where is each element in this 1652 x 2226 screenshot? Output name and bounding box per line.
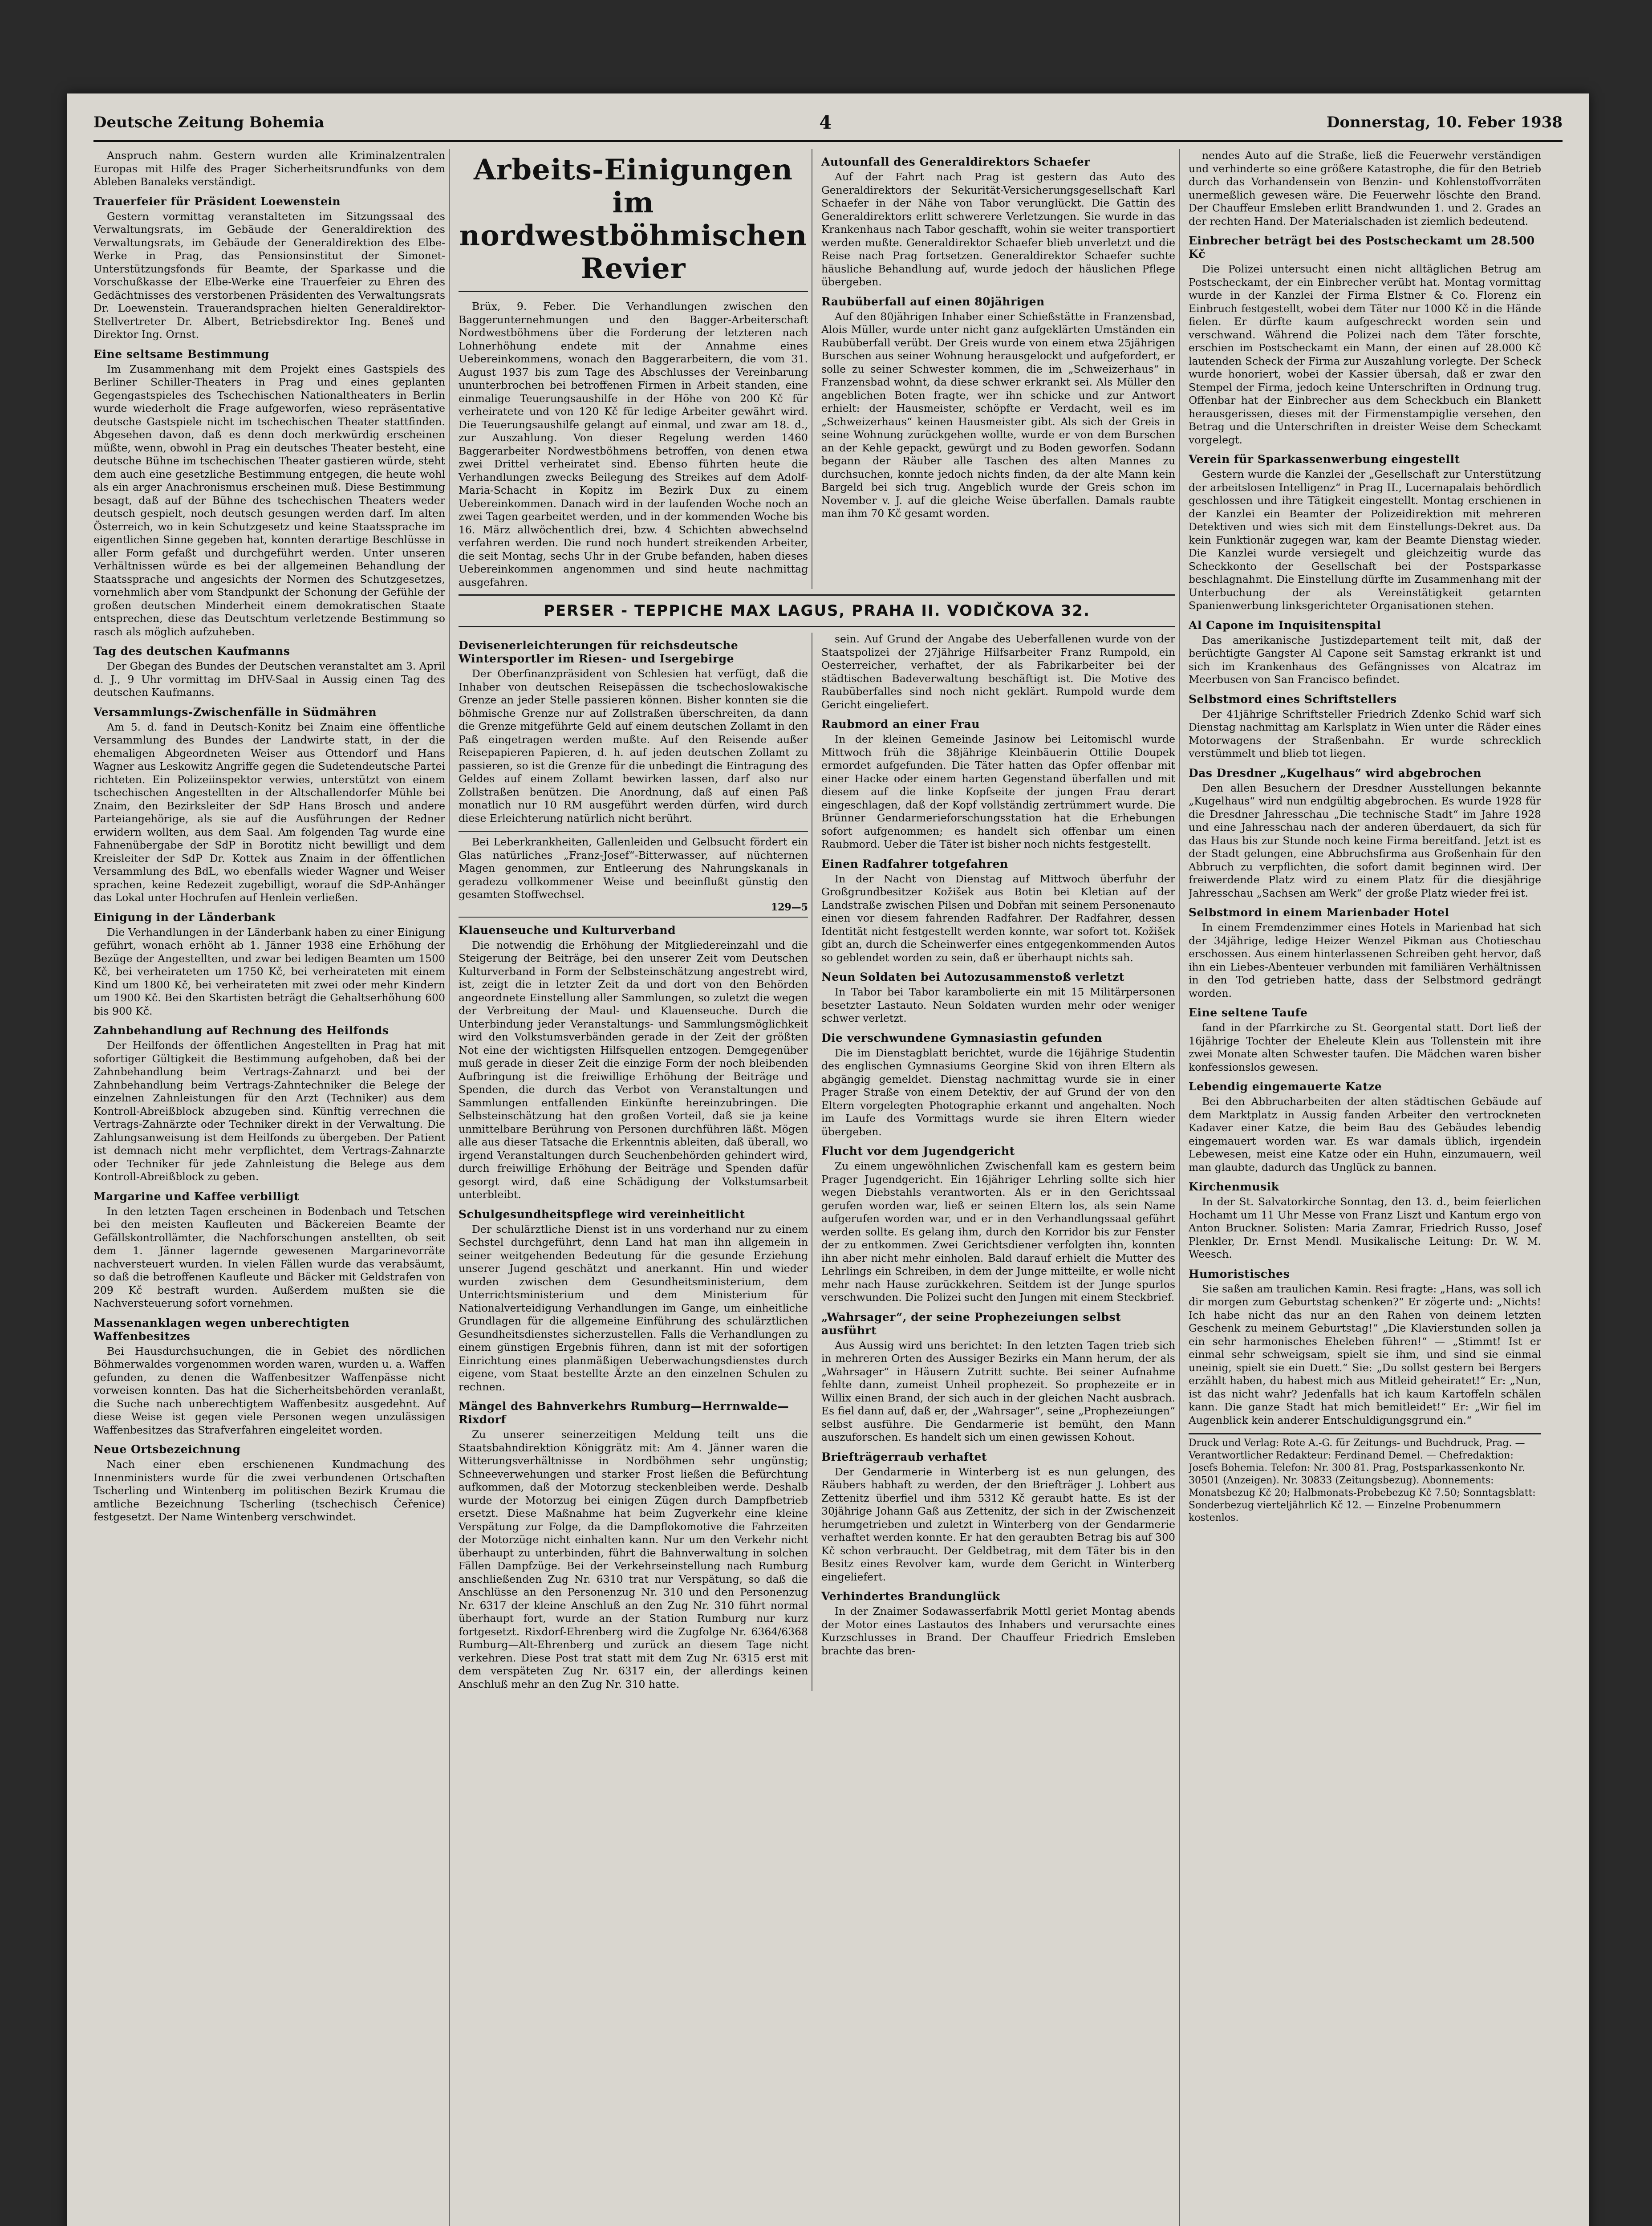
article-heading: Selbstmord eines Schriftstellers [1189, 692, 1397, 706]
article-body: Sie saßen am traulichen Kamin. Resi fragte: „Hans, was soll ich dir morgen zum Geburtstag schenken?“ Er zögerte und: „Nichts! Ich habe nicht das nur an den Rahen von deinem letzten Geschenk zu meinem Geburtstag!“ „Die Klavierstunden sollen ja ein sehr harmonisches Eheleben führen!“ — „Stimmt! Ist er einmal sehr schweigsam, spielt sie ihm, und sind sie einmal uneinig, spielt sie ein Duett.“ Sie: „Du sollst gestern bei Bergers erzählt haben, du habest mich aus Mitleid geheiratet!“ Er: „Nun, ist das nicht wahr? Jedenfalls hat ich kaum Kartoffeln schälen kann. Die ganze Stadt hat mich bemitleidet!“ Er: „Wir fiel im Augenblick kein anderer Entschuldigungsgrund ein.“ [1189, 1282, 1541, 1426]
article-body: In der Znaimer Sodawasserfabrik Mottl geriet Montag abends der Motor eines Lastautos des Inhabers und verursachte eines Kurzschlusses in Brand. Der Chauffeur Friedrich Emsleben brachte das bren- [821, 1605, 1175, 1657]
article-body: Bei Hausdurchsuchungen, die in Gebiet des nördlichen Böhmerwaldes vorgenommen worden waren, wurden u. a. Waffen gefunden, zu denen die Waffenbesitzer Waffenpässe nicht vorweisen konnten. Das hat die Sicherheitsbehörden veranlaßt, die Suche nach unberechtigtem Waffenbesitz ausgedehnt. Auf diese Weise ist gegen viele Personen wegen unzulässigen Waffenbesitzes das Strafverfahren eingeleitet worden. [93, 1345, 445, 1436]
article [821, 155, 1175, 289]
article-body: Die im Dienstagblatt berichtet, wurde die 16jährige Studentin des englischen Gymnasiums Georgine Skid von ihren Eltern als abgängig gemeldet. Dienstag nachmittag wurde sie in einer Prager Straße von einem Detektiv, der auf Grund der von den Eltern vorgelegten Photographie erkannt und angehalten. Noch im Laufe des Vormittags wurde sie ihren Eltern wieder übergeben. [821, 1046, 1175, 1138]
carpet-advertisement: PERSER - TEPPICHE MAX LAGUS, PRAHA II. VODIČKOVA 32. [459, 594, 1175, 627]
column-1 [93, 149, 450, 2226]
article [1189, 1267, 1541, 1427]
article-heading: Neue Ortsbezeichnung [93, 1443, 241, 1456]
article-body: Der schulärztliche Dienst ist in uns vorderhand nur zu einem Sechstel durchgeführt, denn Land hat man ihn allgemein in seiner weitgehenden Bedeutung für die gesunde Erziehung unserer Jugend geschätzt und anerkannt. Hin und wieder wurden zwischen dem Gesundheitsministerium, dem Unterrichtsministerium und dem Ministerium für Nationalverteidigung Verhandlungen im Gange, um einheitliche Grundlagen für die allgemeine Einführung des schulärztlichen Gesundheitsdienstes sicherzustellen. Falls die Verhandlungen zu einem günstigen Ergebnis führen, dann ist mit der sofortigen Einrichtung eines planmäßigen Ueberwachungsdienstes durch eigene, vom Staat bestellte Ärzte an den einzelnen Schulen zu rechnen. [459, 1223, 808, 1393]
article-heading: Tag des deutschen Kaufmanns [93, 645, 290, 658]
article-body: Der Oberfinanzpräsident von Schlesien hat verfügt, daß die Inhaber von deutschen Reisepässen die tschechoslowakische Grenze an jeder Stelle passieren können. Bisher konnten sie die böhmische Grenze nur auf Zollstraßen überschreiten, da dann die Grenze mitgeführte Geld auf einem deutschen Zollamt in den Paß eingetragen werden mußte. Auf den Reisende außer Reisepapieren Papieren, d. h. auf jeden deutschen Zollamt zu passieren, so ist die Grenze für die unbedingt die Eintragung des Geldes auf einem Zollamt bewirken lassen, darf also nur Zollstraßen benützen. Die Anordnung, daß auf einen Paß monatlich nur 10 RM ausgeführt werden dürfen, wird durch diese Erleichterung natürlich nicht berührt. [459, 667, 808, 825]
article-body: Der Gendarmerie in Winterberg ist es nun gelungen, des Räubers habhaft zu werden, der den Briefträger J. Lohbert aus Zettenitz überfiel und ihm 5312 Kč geraubt hatte. Es ist der 30jährige Johann Gaß aus Zettenitz, der sich in der Zwischenzeit herumgetrieben und zuletzt in Winterberg von der Gendarmerie verhaftet werden konnte. Er hat den geraubten Betrag bis auf 300 Kč schon verbraucht. Der Geldbetrag, mit dem Täter bis in den Besitz eines Revolver kam, wurde dem Gericht in Winterberg eingeliefert. [821, 1465, 1175, 1583]
article-heading: Flucht vor dem Jugendgericht [821, 1145, 1015, 1158]
article [459, 639, 808, 825]
article-body: Die notwendig die Erhöhung der Mitgliedereinzahl und die Steigerung der Beiträge, bei den unserer Zeit vom Deutschen Kulturverband in Form der Selbsteinschätzung angestrebt wird, ist, zeigt die in letzter Zeit da und dort von den Behörden angeordnete Einstellung aller Sammlungen, so zuletzt die wegen der Verbreitung der Maul- und Klauenseuche. Durch die Unterbindung jeder Veranstaltungs- und Sammlungsmöglichkeit wird den Volkstumsverbänden gerade in der Zeit der größten Not eine der wichtigsten Hilfsquellen entzogen. Demgegenüber muß gerade in dieser Zeit die einzige Form der noch bleibenden Aufbringung ist die freiwillige Erhöhung der Beiträge und Spenden, die durch das Verbot von Veranstaltungen und Sammlungen entfallenden Einkünfte hereinzubringen. Die Selbsteinschätzung hat den großen Vorteil, daß sie ja keine unmittelbare Berührung von Personen durchführen läßt. Mögen alle aus dieser Tatsache die Erkenntnis ableiten, daß überall, wo irgend Veranstaltungen durch Seuchenbehörden gehindert wird, durch freiwillige Erhöhung der Beiträge und Spenden dafür gesorgt wird, daß eine Schädigung der Volkstumsarbeit unterbleibt. [459, 938, 808, 1201]
issue-date: Donnerstag, 10. Feber 1938 [1326, 114, 1563, 131]
article-body: Anspruch nahm. Gestern wurden alle Kriminalzentralen Europas mit Hilfe des Prager Sicherheitsrundfunks von dem Ableben Banaleks verständigt. [93, 149, 445, 188]
article-body: In den letzten Tagen erscheinen in Bodenbach und Tetschen bei den meisten Kaufleuten und Bäckereien Beamte der Gefällskontrollämter, die Nachforschungen anstellten, ob seit dem 1. Jänner lagernde gewesenen Margarinevorräte nachversteuert wurden. In vielen Fällen wurde das verabsäumt, so daß die betroffenen Kaufleute und Bäcker mit Geldstrafen von 209 Kč bestraft wurden. Außerdem mußten sie die Nachversteuerung sofort vornehmen. [93, 1205, 445, 1309]
article-body: Aus Aussig wird uns berichtet: In den letzten Tagen trieb sich in mehreren Orten des Aussiger Bezirks ein Mann herum, der als „Wahrsager“ in Häusern Zutritt suchte. Bei seiner Aufnahme fehlte dann, zumeist Unheil prophezeit. So prophezeite er in Willix einen Brand, der sich auch in der gleichen Nacht ausbrach. Es fiel dann auf, daß er, der „Wahrsager“, seine „Prophezeiungen“ selbst ausführe. Die Gendarmerie ist bemüht, den Mann auszuforschen. Es handelt sich um einen gewissen Kohout. [821, 1339, 1175, 1443]
article-heading: Raubüberfall auf einen 80jährigen [821, 295, 1045, 308]
article-heading: Verein für Sparkassenwerbung eingestellt [1189, 453, 1460, 466]
article [1189, 234, 1541, 447]
article [1189, 1180, 1541, 1261]
page-number: 4 [819, 112, 832, 133]
article [93, 645, 445, 699]
article-body: Am 5. d. fand in Deutsch-Konitz bei Znaim eine öffentliche Versammlung des Bundes der Landwirte statt, in der die ehemaligen Abgeordneten Weiser aus Ottendorf und Hans Wagner aus Leskowitz Angriffe gegen die Sudetendeutsche Partei richteten. Ein Polizeiinspektor verwies, unterstützt von einem tschechischen Angestellten in der Altschallendorfer Mühle bei Znaim, den Bezirksleiter der SdP Hans Brosch und andere Parteiangehörige, als sie auf die Ausführungen der Redner erwidern wollten, aus dem Saal. Am folgenden Tag wurde eine Fahnenübergabe der SdP in Borotitz nicht bewilligt und dem Kreisleiter der SdP Dr. Kottek aus Znaim in der öffentlichen Versammlung des BdL, wo ebenfalls wieder Wagner und Weiser sprachen, keine Redezeit zugebilligt, worauf die SdP-Anhänger das Lokal unter Hochrufen auf Henlein verließen. [93, 720, 445, 904]
article [821, 718, 1175, 851]
top-right-section [821, 149, 1175, 589]
article-heading: Verhindertes Brandunglück [821, 1590, 1000, 1603]
article-body: In der kleinen Gemeinde Jasinow bei Leitomischl wurde Mittwoch früh die 38jährige Kleinbäuerin Ottilie Doupek ermordet aufgefunden. Die Täter hatten das Opfer offenbar mit einer Hacke oder einem harten Gegenstand überfallen und mit diesem auf die linke Kopfseite der jungen Frau derart eingeschlagen, daß der Kopf vollständig zertrümmert wurde. Die Brünner Gendarmerieforschungsstation hat die Erhebungen sofort aufgenommen; es handelt sich offenbar um einen Raubmord. Ueber die Täter ist bisher noch nichts festgestellt. [821, 733, 1175, 850]
article [821, 1032, 1175, 1139]
advertisement-block [459, 831, 808, 918]
article-heading: Zahnbehandlung auf Rechnung des Heilfonds [93, 1024, 389, 1037]
article-heading: Einen Radfahrer totgefahren [821, 857, 1008, 870]
article-body: Die Verhandlungen in der Länderbank haben zu einer Einigung geführt, wonach erhöht ab 1. Jänner 1938 eine Erhöhung der Bezüge der Angestellten, und zwar bei ledigen Beamten um 1500 Kč, bei verheirateten um 1750 Kč, bei verheirateten mit einem Kind um 1800 Kč, bei verheirateten mit zwei oder mehr Kindern um 1900 Kč. Bei den Skartisten beträgt die Gehaltserhöhung 600 bis 900 Kč. [93, 926, 445, 1017]
article [1189, 1006, 1541, 1074]
article-heading: Einbrecher beträgt bei des Postscheckamt um 28.500 Kč [1189, 234, 1535, 260]
article-body: Auf der Fahrt nach Prag ist gestern das Auto des Generaldirektors der Sekurität-Versicherungsgesellschaft Karl Schaefer in der Nähe von Tabor verunglückt. Die Gattin des Generaldirektors erlitt schwerere Verletzungen. Sie wurde in das Krankenhaus nach Tabor geschafft, wohin sie weiter transportiert werden mußte. Generaldirektor Schaefer blieb unverletzt und die Reise nach Prag fortsetzen. Generaldirektor Schaefer suchte häusliche Behandlung auf, wurde jedoch der häuslichen Pflege übergeben. [821, 171, 1175, 288]
article-heading: Neun Soldaten bei Autozusammenstoß verletzt [821, 971, 1124, 983]
article-body: sein. Auf Grund der Angabe des Ueberfallenen wurde von der Staatspolizei der 27jährige Hilfsarbeiter Franz Rumpold, ein Oesterreicher, verhaftet, der als Fabrikarbeiter bei der städtischen Badeverwaltung beschäftigt ist. Die Motive des Raubüberfalles sind noch nicht geklärt. Rumpold wurde dem Gericht eingeliefert. [821, 633, 1175, 711]
article-heading: Kirchenmusik [1189, 1180, 1279, 1193]
article-heading: Die verschwundene Gymnasiastin gefunden [821, 1031, 1102, 1044]
bottom-left-section [459, 633, 812, 1691]
article [93, 149, 445, 189]
article-heading: Devisenerleichterungen für reichsdeutsche Wintersportler im Riesen- und Isergebirge [459, 639, 739, 665]
article-body: In Tabor bei Tabor karambolierte ein mit 15 Militärpersonen besetzter Lastauto. Neun Soldaten wurden mehr oder weniger schwer verletzt. [821, 986, 1175, 1024]
article-body: Der 41jährige Schriftsteller Friedrich Zdenko Schid warf sich Dienstag nachmittag am Karlsplatz in Wien unter die Räder eines Motorwagens der Straßenbahn. Er wurde schrecklich verstümmelt und blieb tot liegen. [1189, 707, 1541, 760]
top-left-section [459, 149, 812, 589]
article-body: nendes Auto auf die Straße, ließ die Feuerwehr verständigen und verhinderte so eine größere Katastrophe, die für den Betrieb durch das Vorhandensein von Benzin- und Kohlenstoffvorräten unermeßlich gewesen wäre. Die Feuerwehr löschte den Brand. Der Chauffeur Emsleben erlitt Brandwunden 1. und 2. Grades an der rechten Hand. Der Materialschaden ist ziemlich bedeutend. [1189, 149, 1541, 227]
top-section [459, 149, 1175, 589]
article [821, 971, 1175, 1025]
article-heading: Trauerfeier für Präsident Loewenstein [93, 195, 341, 208]
article [93, 706, 445, 905]
article-body: fand in der Pfarrkirche zu St. Georgental statt. Dort ließ der 16jährige Tochter der Eheleute Klein aus Tollenstein mit ihre zwei Monate alten Schwester taufen. Die Mädchen waren bisher konfessionslos gewesen. [1189, 1021, 1541, 1073]
article [1189, 693, 1541, 760]
article [93, 1316, 445, 1437]
article-body: Gestern vormittag veranstalteten im Sitzungssaal des Verwaltungsrats, im Gebäude der Generaldirektion des Verwaltungsrats, im Gebäude der Generaldirektion des Elbe-Werke in Prag, das Pensionsinstitut der Simonet-Unterstützungsfonds für Beamte, der Sparkasse und die Vorschußkasse der Elbe-Werke eine Trauerfeier zu Ehren des Gedächtnisses des verstorbenen Präsidenten des Verwaltungsrats Dr. Loewenstein. Trauerandsprachen hielten Generaldirektor-Stellvertreter Dr. Albert, Betriebsdirektor Ing. Beneš und Direktor Ing. Ornst. [93, 210, 445, 341]
article-body: In der Nacht von Dienstag auf Mittwoch überfuhr der Großgrundbesitzer Kožišek aus Botin bei Kletian auf der Landstraße zwischen Pilsen und Dobřan mit seinem Personenauto einen vor diesem fahrenden Radfahrer. Der Radfahrer, dessen Identität nicht festgestellt werden konnte, war sofort tot. Kožišek gibt an, durch die Scheinwerfer eines entgegenkommenden Autos so geblendet worden zu sein, daß er überhaupt nichts sah. [821, 872, 1175, 964]
article-heading: Margarine und Kaffee verbilligt [93, 1190, 300, 1203]
article [1189, 767, 1541, 900]
article-body: Das amerikanische Justizdepartement teilt mit, daß der berüchtigte Gangster Al Capone seit Samstag erkrankt ist und sich im Krankenhaus des Gefängnisses von Alcatraz im Meerbusen von San Francisco befindet. [1189, 634, 1541, 686]
article-heading: Eine seltsame Bestimmung [93, 347, 269, 361]
main-headline: Arbeits-Einigungen im nordwestböhmischen Revier [459, 154, 808, 292]
article [821, 1311, 1175, 1444]
article-body: Im Zusammenhang mit dem Projekt eines Gastspiels des Berliner Schiller-Theaters in Prag und eines geplanten Gegengastspieles des Tschechischen Nationaltheaters in Berlin wurde wiederholt die Frage aufgeworfen, wieso repräsentative deutsche Gastspiele nicht im tschechischen Theater stattfinden. Abgesehen davon, daß es denn doch merkwürdig erscheinen müßte, wenn, obwohl in Prag ein deutsches Theater besteht, eine deutsche Bühne im tschechischen Theater gastieren würde, steht dem auch eine gesetzliche Bestimmung entgegen, die heute wohl als ein arger Anachronismus erscheinen muß. Diese Bestimmung besagt, daß auf der Bühne des tschechischen Theaters weder deutsch gespielt, noch deutsch gesungen werden darf. Im alten Österreich, wo in kein Schutzgesetz und keine Staatssprache im eigentlichen Sinne gegeben hat, konnten derartige Beschlüsse in aller Form gefaßt und durchgeführt werden. Unter unseren Verhältnissen würde es bei der allgemeinen Behandlung der Staatssprache und angesichts der Normen des Schutzgesetzes, vornehmlich aber vom Standpunkt der Schonung der Gefühle der großen deutschen Minderheit einem demokratischen Staate entsprechen, diese das Deutschtum verletzende Bestimmung so rasch als möglich aufzuheben. [93, 362, 445, 638]
article-body: Den allen Besuchern der Dresdner Ausstellungen bekannte „Kugelhaus“ wird nun endgültig abgebrochen. Es wurde 1928 für die Dresdner Jahresschau „Die technische Stadt“ im Jahre 1928 und eine Jahresschau nach der anderen überdauert, da sich für das Haus bis zur Stunde noch keine Firma bereitfand. Jetzt ist es der Stadt gelungen, eine Abbruchsfirma aus Großenhain für den Abbruch zu verpflichten, die sofort damit beginnen wird. Der freiwerdende Platz wird zu einem Platz für die diesjährige Jahresschau „Sachsen am Werk“ der große Platz wieder frei ist. [1189, 781, 1541, 899]
article-body: Bei den Abbrucharbeiten der alten städtischen Gebäude auf dem Marktplatz in Aussig fanden Arbeiter den vertrockneten Kadaver einer Katze, die beim Bau des Gebäudes lebendig eingemauert worden war. Es war damals üblich, irgendein Lebewesen, meist eine Katze oder ein Huhn, einzumauern, weil man glaubte, dadurch das Unglück zu bannen. [1189, 1095, 1541, 1174]
article [93, 1190, 445, 1310]
article-heading: Einigung in der Länderbank [93, 910, 276, 924]
column-2-3 [459, 149, 1180, 2226]
article-body: Die Polizei untersucht einen nicht alltäglichen Betrug am Postscheckamt, der ein Einbrecher verübt hat. Montag vormittag wurde in der Kanzlei der Firma Elstner & Co. Florenz ein Einbruch festgestellt, wobei dem Täter nur 1000 Kč in die Hände fielen. Er dürfte kaum aufgeschreckt worden sein und verschwand. Während die Polizei nach dem Täter forschte, erschien im Postscheckamt ein Mann, der einen auf 28.000 Kč lautenden Scheck der Firma zur Auszahlung vorlegte. Der Scheck wurde honoriert, wobei der Kassier übersah, daß er zwar den Stempel der Firma, jedoch keine Unterschriften in Ordnung trug. Offenbar hat der Einbrecher aus dem Scheckbuch ein Blankett herausgerissen, dieses mit der Firmenstampiglie versehen, den Betrag und die Unterschriften in dreister Weise dem Scheckamt vorgelegt. [1189, 263, 1541, 446]
masthead [93, 105, 1563, 142]
ad-code: 129—5 [771, 901, 808, 913]
article-heading: Al Capone im Inquisitenspital [1189, 618, 1381, 632]
article [1189, 619, 1541, 686]
article-heading: Raubmord an einer Frau [821, 718, 980, 731]
article [821, 1145, 1175, 1304]
article-body: Der Gbegan des Bundes der Deutschen veranstaltet am 3. April d. J., 9 Uhr vormittag im DHV-Saal in Aussig einen Tag des deutschen Kaufmanns. [93, 660, 445, 699]
article-body: Auf den 80jährigen Inhaber einer Schießstätte in Franzensbad, Alois Müller, wurde unter nicht ganz aufgeklärten Umständen ein Raubüberfall verübt. Der Greis wurde von einem etwa 25jährigen Burschen aus seiner Wohnung herausgelockt und aufgefordert, er solle zu seiner Schwester kommen, die im „Schweizerhaus“ in Franzensbad wohnt, da diese schwer erkrankt sei. Als Müller den angeblichen Boten fragte, wer ihn schicke und zur Antwort erhielt: der Hausmeister, schöpfte er Verdacht, weil es im „Schweizerhaus“ keinen Hausmeister gibt. Als sich der Greis in seine Wohnung zurückgehen wollte, wurde er von dem Burschen an der Kehle gepackt, gewürgt und zu Boden geworfen. Sodann begann der Räuber alle Taschen des alten Mannes zu durchsuchen, konnte jedoch nichts finden, da der alte Mann kein Bargeld bei sich trug. Angeblich wurde der Greis schon im November v. J. auf die gleiche Weise überfallen. Damals raubte man ihm 70 Kč gesamt worden. [821, 310, 1175, 520]
article [1189, 906, 1541, 1000]
imprint: Druck und Verlag: Rote A.-G. für Zeitungs- und Buchdruck, Prag. — Verantwortlicher Redakteur: Ferdinand Demel. — Chefredaktion: Josefs Bohemia. Telefon: Nr. 300 81. Prag, Postsparkassenkonto Nr. 30501 (Anzeigen). Nr. 30833 (Zeitungsbezug). Abonnements: Monatsbezug Kč 20; Halbmonats-Probebezug Kč 7.50; Sonntagsblatt: Sonderbezug vierteljährlich Kč 12. — Einzelne Probenummern kostenlos. [1189, 1433, 1541, 1524]
article [459, 924, 808, 1202]
article-heading: Schulgesundheitspflege wird vereinheitlicht [459, 1207, 745, 1221]
article-heading: Briefträgerraub verhaftet [821, 1450, 987, 1463]
bottom-right-section [821, 633, 1175, 1691]
article [1189, 149, 1541, 228]
article-heading: Versammlungs-Zwischenfälle in Südmähren [93, 705, 377, 719]
article-heading: Mängel des Bahnverkehrs Rumburg—Herrnwalde—Rixdorf [459, 1400, 789, 1426]
article-body: Zu unserer seinerzeitigen Meldung teilt uns die Staatsbahndirektion Königgrätz mit: Am 4. Jänner waren die Witterungsverhältnisse in Nordböhmen sehr ungünstig; Schneeverwehungen und starker Frost ließen die Befürchtung aufkommen, daß der Motorzug steckenbleiben werde. Deshalb wurde der Motorzug bei einigen Zügen durch Dampfbetrieb ersetzt. Diese Maßnahme hat beim Zugverkehr eine kleine Verspätung zur Folge, da die Dampflokomotive die Fahrzeiten der Motorzüge nicht einhalten kann. Nur um den Verkehr nicht überhaupt zu unterbinden, führt die Bahnverwaltung in solchen Fällen Dampfzüge. Bei der Verkehrseinstellung nach Rumburg anschließenden Zug Nr. 6310 trat nur Verspätung, so daß die Anschlüsse an den Personenzug Nr. 310 und den Personenzug Nr. 6317 der kleine Anschluß an den Zug Nr. 310 führt normal überhaupt fort, wurde an der Station Rumburg nur kurz fortgesetzt. Rixdorf-Ehrenberg wird die Zugfolge Nr. 6364/6368 Rumburg—Alt-Ehrenberg und zurück an diesem Tage nicht verkehren. Diese Post trat statt mit dem Zug Nr. 6315 erst mit dem verspäteten Zug Nr. 6317 ein, der allerdings keinen Anschluß mehr an den Zug Nr. 310 hatte. [459, 1428, 808, 1690]
article [821, 633, 1175, 711]
article-body: Gestern wurde die Kanzlei der „Gesellschaft zur Unterstützung der arbeitslosen Intelligenz“ in Prag II., Lucernapalais behördlich geschlossen und ihre Tätigkeit eingestellt. Montag erschienen in der Kanzlei ein Beamter der Polizeidirektion mit mehreren Detektiven und wies sich mit dem Einstellungs-Dekret aus. Da kein Funktionär zugegen war, kam der Beamte Dienstag wieder. Die Kanzlei wurde versiegelt und gleichzeitig wurde das Scheckkonto der Gesellschaft bei der Postsparkasse beschlagnahmt. Die Einstellung dürfte im Zusammenhang mit der Unterbuchung der als Vereinstätigkeit getarnten Spanienwerbung linksgerichteter Organisationen stehen. [1189, 468, 1541, 612]
article [459, 1400, 808, 1691]
newspaper-page [67, 93, 1589, 2226]
article [821, 857, 1175, 965]
bottom-section [459, 633, 1175, 1691]
article [1189, 1080, 1541, 1174]
article [821, 1590, 1175, 1657]
column-4 [1189, 149, 1545, 2226]
columns [93, 149, 1563, 2226]
article [459, 1208, 808, 1394]
main-article-body: Brüx, 9. Feber. Die Verhandlungen zwischen den Baggerunternehmungen und den Bagger-Arbeiterschaft Nordwestböhmens über die Forderung der letzteren nach Lohnerhöhung endete mit der Annahme eines Uebereinkommens, wonach den Baggerarbeitern, die vom 31. August 1937 bis zum Tage des Abschlusses der Vereinbarung ununterbrochen bei betroffenen Firmen in Arbeit standen, eine einmalige Teuerungsaushilfe in der Höhe von 200 Kč für verheiratete und von 120 Kč für ledige Arbeiter gewährt wird. Die Teuerungsaushilfe gelangt auf einmal, und zwar am 18. d., zur Auszahlung. Von dieser Regelung werden 1460 Baggerarbeiter Nordwestböhmens betroffen, von denen etwa zwei Drittel verheiratet sind. Ebenso führten heute die Verhandlungen zwecks Beilegung des Streikes auf dem Adolf-Maria-Schacht in Kopitz im Bezirk Dux zu einem Uebereinkommen. Danach wird in der laufenden Woche noch an zwei Tagen gearbeitet werden, und in der kommenden Woche bis 16. März allwöchentlich drei, bzw. 4 Schichten abwechselnd verfahren werden. Die rund noch hundert streikenden Arbeiter, die seit Montag, sechs Uhr in der Grube befanden, haben dieses Uebereinkommen angenommen und sind heute nachmittag ausgefahren. [459, 300, 808, 589]
article-heading: Lebendig eingemauerte Katze [1189, 1080, 1382, 1093]
article-heading: Humoristisches [1189, 1267, 1290, 1280]
article-heading: Das Dresdner „Kugelhaus“ wird abgebrochen [1189, 766, 1482, 780]
article-body: In einem Fremdenzimmer eines Hotels in Marienbad hat sich der 34jährige, ledige Heizer Wenzel Pikman aus Chotieschau erschossen. Aus einem hinterlassenen Schreiben geht hervor, daß ihn ein Liebes-Abenteuer verbunden mit familiären Verhältnissen in den Tod getrieben hatte, dass der Selbstmord gedrängt worden. [1189, 921, 1541, 999]
article [93, 348, 445, 639]
article-heading: „Wahrsager“, der seine Prophezeiungen selbst ausführt [821, 1310, 1121, 1337]
article [93, 1443, 445, 1524]
article-heading: Klauenseuche und Kulturverband [459, 923, 676, 937]
article-body: Nach einer eben erschienenen Kundmachung des Innenministers wurde für die zwei verbundenen Ortschaften Tscherling und Wintenberg im politischen Bezirk Krumau die amtliche Bezeichnung Tscherling (tschechisch Čeřenice) festgesetzt. Der Name Wintenberg verschwindet. [93, 1458, 445, 1523]
article-heading: Selbstmord in einem Marienbader Hotel [1189, 906, 1449, 919]
article [93, 911, 445, 1018]
article [821, 1450, 1175, 1584]
article [93, 1024, 445, 1184]
article [821, 295, 1175, 520]
paper-name: Deutsche Zeitung Bohemia [93, 114, 325, 131]
article-heading: Massenanklagen wegen unberechtigten Waffenbesitzes [93, 1316, 350, 1343]
article-body: Der Heilfonds der öffentlichen Angestellten in Prag hat mit sofortiger Gültigkeit die Bestimmung aufgehoben, daß bei der Zahnbehandlung beim Vertrags-Zahnarzt und bei der Zahnbehandlung beim Vertrags-Zahntechniker die Belege der einzelnen Zahnleistungen für den Arzt (Techniker) aus dem Kontroll-Abreißblock abzugeben sind. Künftig verrechnen die Vertrags-Zahnärzte oder Techniker direkt in der Verwaltung. Die Zahlungsanweisung ist dem Heilfonds zu übergeben. Der Patient ist demnach nicht mehr verpflichtet, dem Vertrags-Zahnarzte oder Techniker für jede Zahnleistung die Belege aus dem Kontroll-Abreißblock zu geben. [93, 1039, 445, 1183]
article-body: In der St. Salvatorkirche Sonntag, den 13. d., beim feierlichen Hochamt um 11 Uhr Messe von Franz Liszt und Kantum ergo von Anton Bruckner. Solisten: Maria Zamrar, Friedrich Russo, Josef Plenkler, Dr. Ernst Mendl. Musikalische Leitung: Dr. W. M. Weesch. [1189, 1195, 1541, 1260]
article-heading: Eine seltene Taufe [1189, 1006, 1308, 1019]
article [93, 195, 445, 341]
article-body: Zu einem ungewöhnlichen Zwischenfall kam es gestern beim Prager Jugendgericht. Ein 16jähriger Lehrling sollte sich hier wegen Diebstahls verantworten. Als er in den Gerichtssaal gerufen worden war, ließ er seinen Eltern los, als sein Name aufgerufen worden war, und er in den Verhandlungssaal geführt werden sollte. Es gelang ihm, durch den Korridor bis zur Fenster der zu entkommen. Zwei Gerichtsdiener verfolgten ihn, konnten ihn aber nicht mehr einholen. Bald darauf erhielt die Mutter des Lehrlings ein Schreiben, in dem der Junge mitteilte, er wolle nicht mehr nach Hause zurückkehren. Seitdem ist der Junge spurlos verschwunden. Die Polizei sucht den Jungen mit einem Steckbrief. [821, 1160, 1175, 1304]
article-body: Bei Leberkrankheiten, Gallenleiden und Gelbsucht fördert ein Glas natürliches „Franz-Josef“-Bitterwasser, auf nüchternen Magen genommen, zur Entleerung des Nahrungskanals in geradezu vollkommener Weise und beeinflußt günstig den gesamten Stoffwechsel. [459, 836, 808, 901]
article [1189, 453, 1541, 613]
article-heading: Autounfall des Generaldirektors Schaefer [821, 155, 1091, 168]
